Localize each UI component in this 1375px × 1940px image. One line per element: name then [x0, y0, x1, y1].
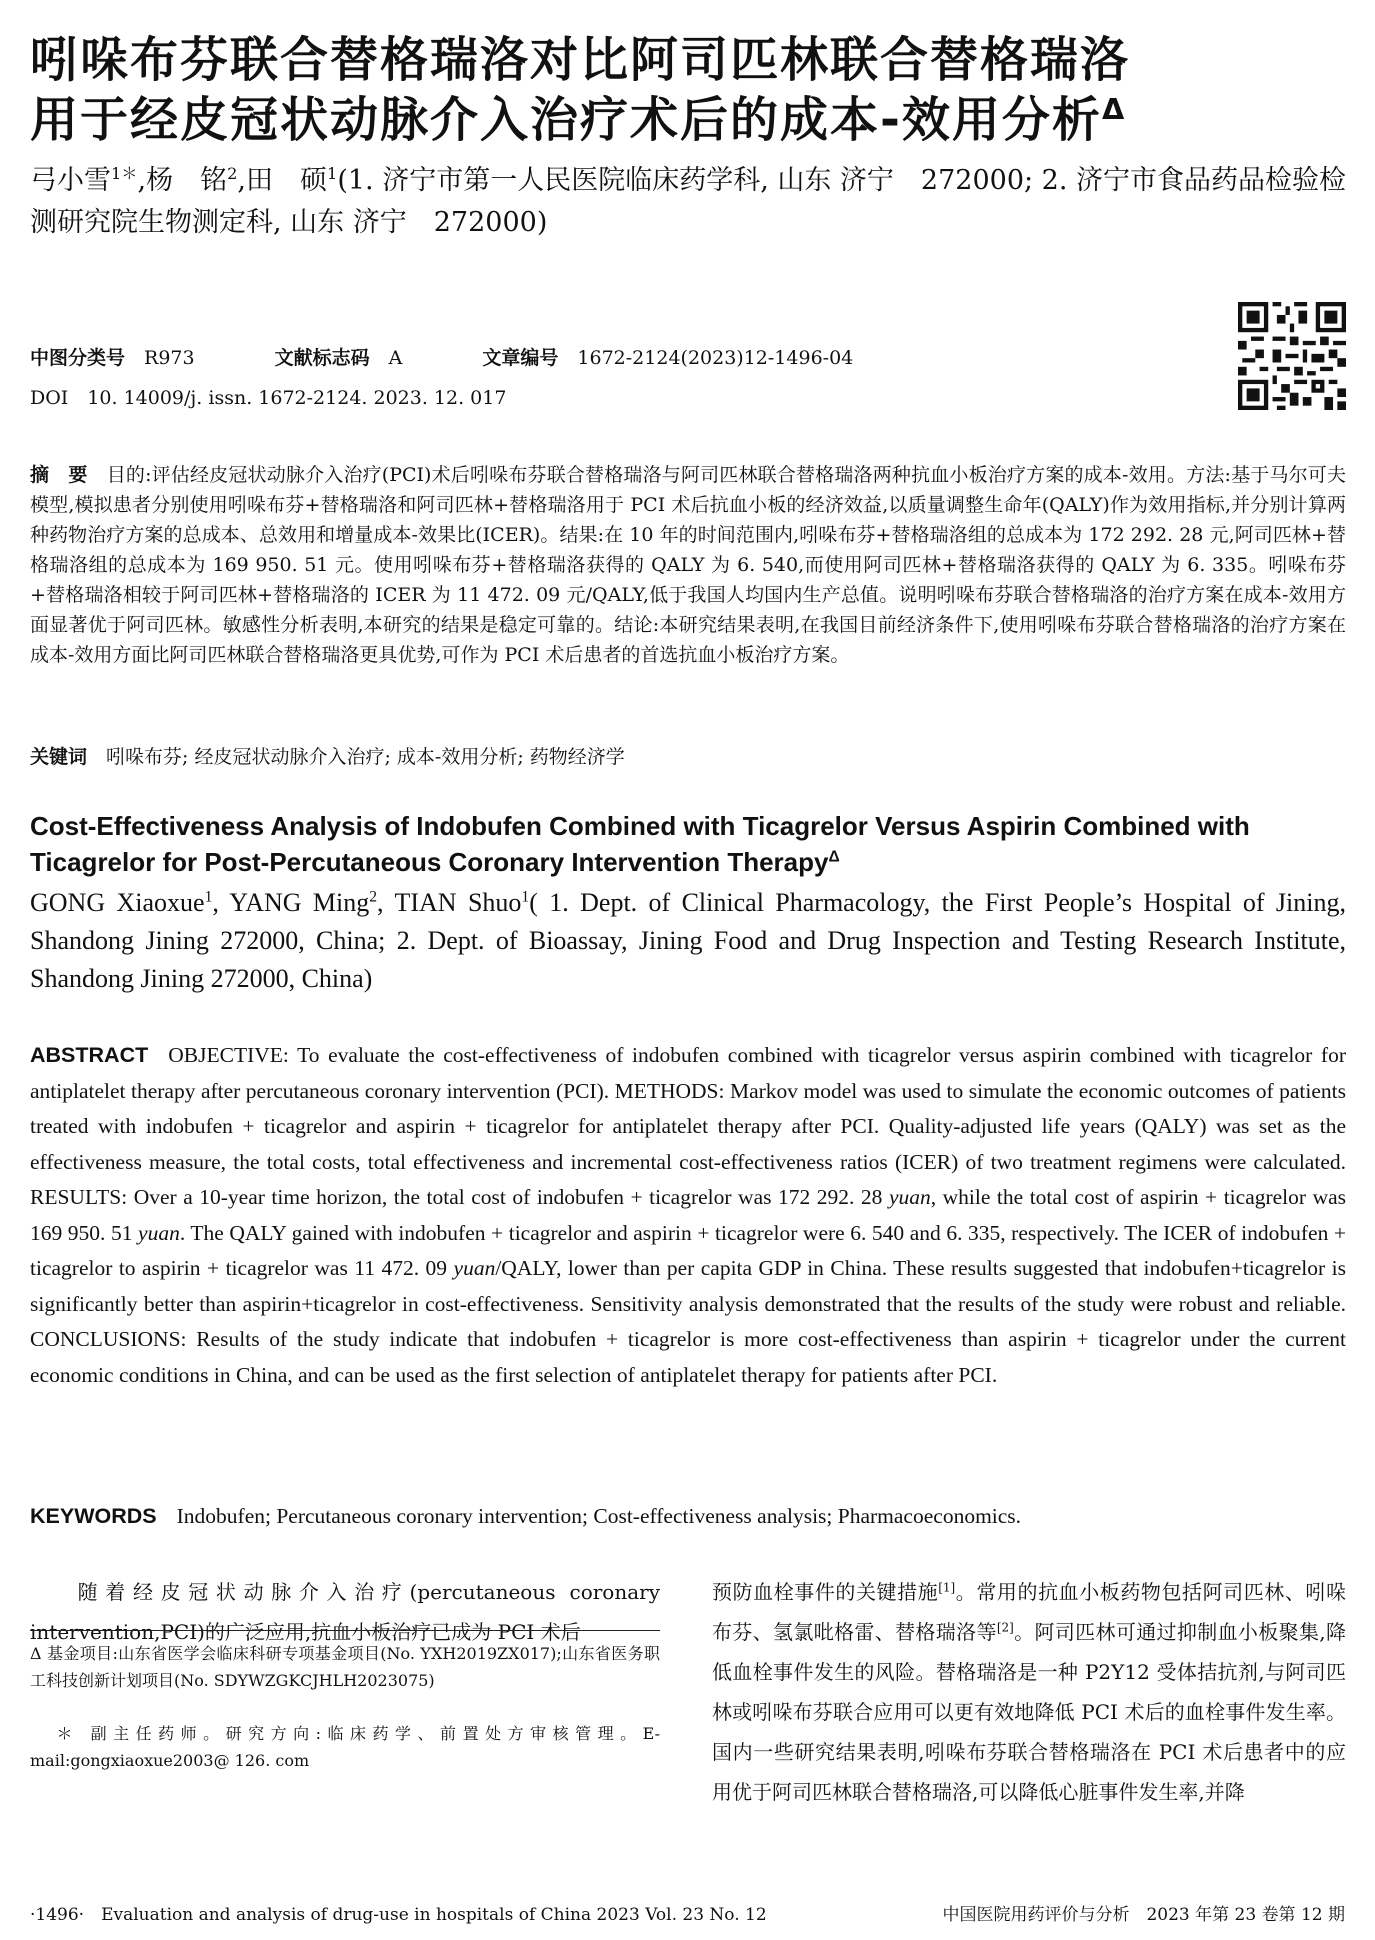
paper-title-en: Cost-Effectiveness Analysis of Indobufen Combined with Ticagrelor Versus Aspirin Combined with Ticagrelor for Post-Percutaneous Coronary Intervention Therapy$^\Delta$	[30, 811, 1250, 877]
abstract-cn-text: 目的:评估经皮冠状动脉介入治疗(PCI)术后吲哚布芬联合替格瑞洛与阿司匹林联合替格瑞洛两种抗血小板治疗方案的成本-效用。方法:基于马尔可夫模型,模拟患者分别使用吲哚布芬+替格瑞洛和阿司匹林+替格瑞洛用于 PCI 术后抗血小板的经济效益,以质量调整生命年(QALY)作为效用指标,并分别计算两种药物治疗方案的总成本、总效用和增量成本-效果比(ICER)。结果:在 10 年的时间范围内,吲哚布芬+替格瑞洛组的总成本为 172 292. 28 元,阿司匹林+替格瑞洛组的总成本为 169 950. 51 元。使用吲哚布芬+替格瑞洛获得的 QALY 为 6. 540,而使用阿司匹林+替格瑞洛获得的 QALY 为 6. 335。吲哚布芬+替格瑞洛相较于阿司匹林+替格瑞洛的 ICER 为 11 472. 09 元/QALY,低于我国人均国内生产总值。说明吲哚布芬联合替格瑞洛的治疗方案在成本-效用方面显著优于阿司匹林。敏感性分析表明,本研究的结果是稳定可靠的。结论:本研究结果表明,在我国目前经济条件下,使用吲哚布芬联合替格瑞洛的治疗方案在成本-效用方面比阿司匹林联合替格瑞洛更具优势,可作为 PCI 术后患者的首选抗血小板治疗方案。	[30, 464, 1346, 666]
author-1: 弓小雪	[30, 165, 111, 196]
funding-mark-en: Δ	[828, 848, 840, 866]
author-en-1: GONG Xiaoxue	[30, 888, 205, 917]
keywords-cn-text: 吲哚布芬; 经皮冠状动脉介入治疗; 成本-效用分析; 药物经济学	[106, 746, 625, 768]
author-2: 杨 铭	[146, 165, 228, 196]
reference-2[interactable]: [2]	[996, 1620, 1014, 1635]
classification-row: 中图分类号 R973 文献标志码 A 文章编号 1672-2124(2023)12-1496-04	[30, 347, 854, 369]
author-en-3: TIAN Shuo	[394, 888, 522, 917]
keywords-en	[30, 1500, 1346, 1532]
abstract-cn	[30, 460, 1346, 670]
authors-en: GONG Xiaoxue$^1$, YANG Ming$^2$, TIAN Shuo$^1$( 1. Dept. of Clinical Pharmacology, the First People’s Hospital of Jining, Shandong Jining 272000, China; 2. Dept. of Bioassay, Jining Food and Drug Inspection and Testing Research Institute, Shandong Jining 272000, China)	[30, 888, 1346, 993]
paper-title-cn	[30, 30, 1350, 150]
reference-1[interactable]: [1]	[938, 1580, 956, 1595]
authors-cn: 弓小雪$^{1*}$,杨 铭$^2$,田 硕$^1$(1. 济宁市第一人民医院临床药学科, 山东 济宁 272000; 2. 济宁市食品药品检验检测研究院生物测定科, 山东 济宁 272000)	[30, 164, 1347, 238]
qr-code-icon	[1238, 302, 1346, 410]
footnote-divider	[30, 1630, 660, 1631]
abstract-en: ABSTRACT OBJECTIVE: To evaluate the cost-effectiveness of indobufen combined with ticagrelor versus aspirin combined with ticagrelor for antiplatelet therapy after percutaneous coronary intervention (PCI). METHODS: Markov model was used to simulate the economic outcomes of patients treated with indobufen + ticagrelor and aspirin + ticagrelor for antiplatelet therapy after PCI. Quality-adjusted life years (QALY) was set as the effectiveness measure, the total costs, total effectiveness and incremental cost-effectiveness ratios (ICER) of two treatment regimens were calculated. RESULTS: Over a 10-year time horizon, the total cost of indobufen + ticagrelor was 172 292. 28 yuan, while the total cost of aspirin + ticagrelor was 169 950. 51 yuan. The QALY gained with indobufen + ticagrelor and aspirin + ticagrelor were 6. 540 and 6. 335, respectively. The ICER of indobufen + ticagrelor to aspirin + ticagrelor was 11 472. 09 yuan/QALY, lower than per capita GDP in China. These results suggested that indobufen+ticagrelor is significantly better than aspirin+ticagrelor in cost-effectiveness. Sensitivity analysis demonstrated that the results of the study were robust and reliable. CONCLUSIONS: Results of the study indicate that indobufen + ticagrelor is more cost-effectiveness than aspirin + ticagrelor under the current economic conditions in China, and can be used as the first selection of antiplatelet therapy for patients after PCI.	[30, 1043, 1347, 1387]
affiliation-cn: (1. 济宁市第一人民医院临床药学科, 山东 济宁 272000; 2. 济宁市食品药品检验检测研究院生物测定科, 山东 济宁 272000)	[30, 165, 1347, 238]
keywords-cn-label: 关键词	[30, 746, 88, 768]
title-cn-line2: 用于经皮冠状动脉介入治疗术后的成本-效用分析$^\Delta$	[30, 92, 1127, 148]
author-en-2: YANG Ming	[229, 888, 370, 917]
author-3: 田 硕	[246, 165, 327, 196]
footnote-funding: Δ 基金项目:山东省医学会临床科研专项基金项目(No. YXH2019ZX017);山东省医务职工科技创新计划项目(No. SDYWZGKCJHLH2023075)	[30, 1644, 660, 1690]
body-right-column: 预防血栓事件的关键措施[1]。常用的抗血小板药物包括阿司匹林、吲哚布芬、氢氯吡格雷、替格瑞洛等[2]。阿司匹林可通过抑制血小板聚集,降低血栓事件发生的风险。替格瑞洛是一种 P2Y12 受体拮抗剂,与阿司匹林或吲哚布芬联合应用可以更有效地降低 PCI 术后的血栓事件发生率。国内一些研究结果表明,吲哚布芬联合替格瑞洛在 PCI 术后患者中的应用优于阿司匹林联合替格瑞洛,可以降低心脏事件发生率,并降	[712, 1580, 1347, 1804]
intro-paragraph: 随着经皮冠状动脉介入治疗(percutaneous coronary intervention,PCI)的广泛应用,抗血小板治疗已成为 PCI 术后	[30, 1580, 660, 1644]
funding-mark: Δ	[1101, 92, 1127, 126]
affiliation-en: ( 1. Dept. of Clinical Pharmacology, the First People’s Hospital of Jining, Shandong Jining 272000, China; 2. Dept. of Bioassay, Jining Food and Drug Inspection and Testing Research Institute, Shandong Jining 272000, China)	[30, 888, 1346, 993]
keywords-en-text: Indobufen; Percutaneous coronary intervention; Cost-effectiveness analysis; Pharmacoeconomics.	[176, 1504, 1022, 1528]
abstract-en-label: ABSTRACT	[30, 1043, 149, 1067]
title-cn-line1: 吲哚布芬联合替格瑞洛对比阿司匹林联合替格瑞洛	[30, 32, 1131, 88]
keywords-en-label: KEYWORDS	[30, 1504, 157, 1528]
footnote-author: ＊ 副主任药师。研究方向:临床药学、前置处方审核管理。E-mail:gongxiaoxue2003@ 126. com	[30, 1724, 660, 1770]
doi: DOI 10. 14009/j. issn. 1672-2124. 2023. 12. 017	[30, 387, 507, 409]
footer-right: 中国医院用药评价与分析 2023 年第 23 卷第 12 期	[942, 1905, 1345, 1925]
footer-left: ·1496· Evaluation and analysis of drug-use in hospitals of China 2023 Vol. 23 No. 12	[30, 1905, 767, 1925]
abstract-cn-label: 摘 要	[30, 464, 88, 486]
keywords-cn	[30, 742, 1346, 772]
